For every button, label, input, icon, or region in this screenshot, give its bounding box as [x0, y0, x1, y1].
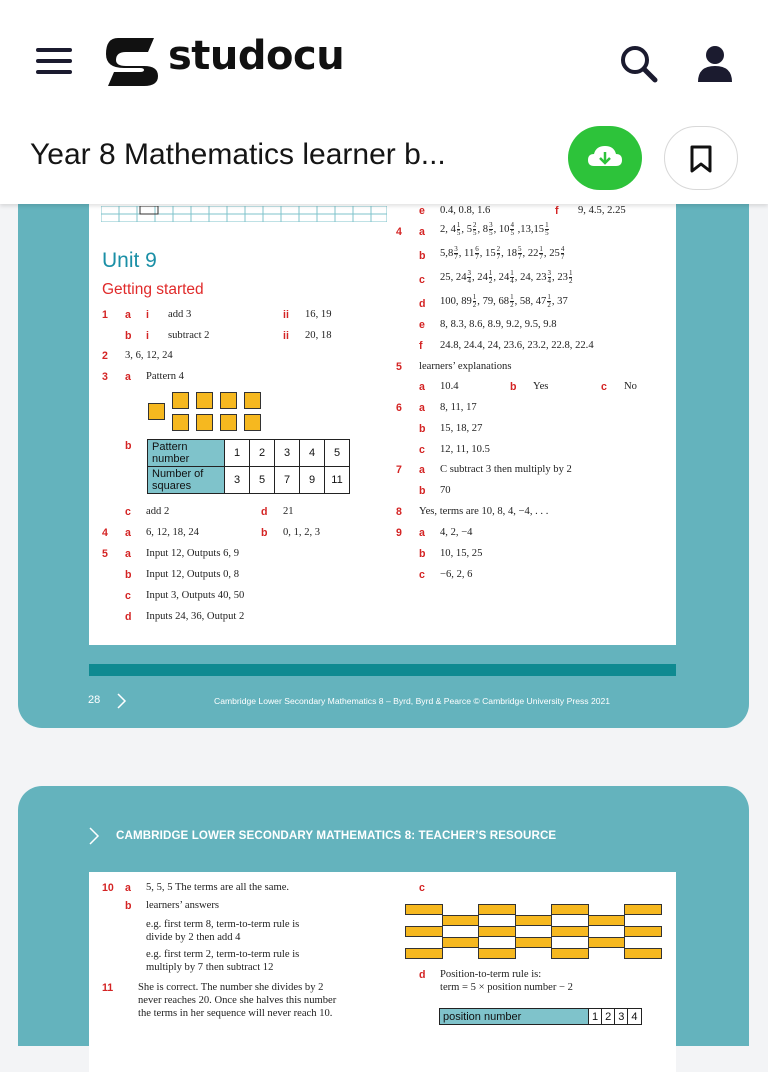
example-text: e.g. first term 2, term-to-term rule is	[146, 949, 300, 960]
part-label: f	[419, 340, 423, 352]
answer-text: the terms in her sequence will never reach 10.	[138, 1008, 333, 1019]
table-cell: 1	[225, 440, 250, 467]
pattern-table	[147, 439, 350, 494]
answer-text: Input 12, Outputs 0, 8	[146, 569, 239, 580]
question-number: 4	[396, 226, 402, 238]
part-label: b	[125, 900, 132, 912]
question-number: 7	[396, 464, 402, 476]
answer-text: Inputs 24, 36, Output 2	[146, 611, 245, 622]
answer-text: 10.4	[440, 381, 459, 392]
document-page-1	[18, 150, 749, 728]
part-label: e	[419, 205, 425, 217]
pattern-brick	[551, 948, 589, 959]
answer-text: Input 3, Outputs 40, 50	[146, 590, 245, 601]
pattern-brick	[588, 937, 625, 948]
answer-text: 100, 89 $\frac{1}{2}$ , 79, 68 $\frac{1}{2}$ , 58, 47 $\frac{1}{2}$ , 37	[440, 293, 568, 309]
table-row	[148, 440, 350, 467]
part-label: a	[125, 309, 131, 321]
sub-part-label: ii	[283, 330, 289, 342]
pattern-square	[220, 414, 237, 431]
question-number: 4	[102, 527, 108, 539]
page-footer-text: Cambridge Lower Secondary Mathematics 8 – Byrd, Byrd & Pearce © Cambridge University Press 2021	[214, 696, 611, 706]
answer-text: 5,8 $\frac{3}{7}$ , 11 $\frac{6}{7}$ , 15 $\frac{2}{7}$ , 18 $\frac{5}{7}$ , 22 $\frac{1}{7}$ , 25 $\frac{4}{7}$	[440, 245, 565, 261]
answer-text: 10, 15, 25	[440, 548, 483, 559]
pattern-square	[196, 414, 213, 431]
question-number: 6	[396, 402, 402, 414]
part-label: a	[419, 381, 425, 393]
question-number: 9	[396, 527, 402, 539]
part-label: e	[419, 319, 425, 331]
pattern-brick	[515, 915, 552, 926]
pattern-brick	[624, 904, 662, 915]
answer-text: 15, 18, 27	[440, 423, 483, 434]
answer-text: 8, 11, 17	[440, 402, 477, 413]
answer-text: No	[624, 381, 637, 392]
question-number: 5	[102, 548, 108, 560]
part-label: c	[419, 882, 425, 894]
answer-text: She is correct. The number she divides by 2	[138, 982, 324, 993]
search-icon[interactable]	[618, 44, 660, 84]
sub-part-label: ii	[283, 309, 289, 321]
answer-text: C subtract 3 then multiply by 2	[440, 464, 572, 475]
table-cell: 3	[275, 440, 300, 467]
answer-text: subtract 2	[168, 330, 210, 341]
part-label: c	[601, 381, 607, 393]
table-cell: 9	[300, 467, 325, 494]
chevron-right-icon	[116, 692, 128, 710]
pattern-brick	[442, 937, 479, 948]
part-label: a	[125, 882, 131, 894]
pattern-brick	[405, 926, 443, 937]
answer-text: 20, 18	[305, 330, 332, 341]
answer-text: 70	[440, 485, 451, 496]
question-number: 5	[396, 361, 402, 373]
page-footer-band	[89, 664, 676, 676]
part-label: c	[419, 274, 425, 286]
page-running-header: CAMBRIDGE LOWER SECONDARY MATHEMATICS 8: TEACHER’S RESOURCE	[116, 829, 557, 842]
part-label: c	[125, 590, 131, 602]
answer-text: 5, 5, 5 The terms are all the same.	[146, 882, 290, 893]
pattern-square	[196, 392, 213, 409]
answer-text: Pattern 4	[146, 371, 184, 382]
answer-text: Input 12, Outputs 6, 9	[146, 548, 239, 559]
download-button[interactable]	[568, 126, 642, 190]
pattern-square	[172, 414, 189, 431]
part-label: d	[125, 611, 132, 623]
table-row	[440, 1009, 642, 1025]
brand-name: studocu	[168, 33, 345, 79]
answer-text: −6, 2, 6	[440, 569, 473, 580]
pattern-square	[220, 392, 237, 409]
app-header	[0, 0, 768, 204]
part-label: b	[261, 527, 268, 539]
pattern-brick	[478, 948, 516, 959]
page-content	[89, 872, 676, 1072]
pattern-brick	[405, 904, 443, 915]
answer-text: add 3	[168, 309, 192, 320]
answer-text: 25, 24 $\frac{3}{4}$ , 24 $\frac{1}{2}$ , 24 $\frac{1}{4}$ , 24, 23 $\frac{3}{4}$ , 23 $\frac{1}{2}$	[440, 269, 573, 285]
part-label: b	[510, 381, 517, 393]
answer-text: 3, 6, 12, 24	[125, 350, 173, 361]
position-table	[439, 1008, 642, 1025]
answer-text: never reaches 20. Once she halves this number	[138, 995, 337, 1006]
answer-text: 16, 19	[305, 309, 332, 320]
part-label: b	[125, 569, 132, 581]
answer-text: add 2	[146, 506, 170, 517]
answer-text: 9, 4.5, 2.25	[578, 205, 626, 216]
question-number: 1	[102, 309, 108, 321]
part-label: b	[419, 548, 426, 560]
part-label: b	[419, 250, 426, 262]
document-title: Year 8 Mathematics learner b...	[30, 138, 446, 171]
part-label: b	[419, 423, 426, 435]
answer-text: learners’ explanations	[419, 361, 512, 372]
part-label: a	[419, 226, 425, 238]
pattern-brick	[551, 926, 589, 937]
example-text: multiply by 7 then subtract 12	[146, 962, 274, 973]
answer-text: 8, 8.3, 8.6, 8.9, 9.2, 9.5, 9.8	[440, 319, 557, 330]
answer-text: term = 5 × position number − 2	[440, 982, 573, 993]
sub-part-label: i	[146, 330, 149, 342]
part-label: c	[419, 444, 425, 456]
studocu-logo-mark-icon	[104, 36, 162, 88]
pattern-brick	[551, 904, 589, 915]
part-label: c	[419, 569, 425, 581]
pattern-square	[244, 414, 261, 431]
answer-text: 4, 2, −4	[440, 527, 473, 538]
table-cell: 5	[250, 467, 275, 494]
table-cell: 11	[325, 467, 350, 494]
question-number: 8	[396, 506, 402, 518]
part-label: c	[125, 506, 131, 518]
answer-text: Yes, terms are 10, 8, 4, −4, . . .	[419, 506, 549, 517]
table-header: Number of squares	[148, 467, 225, 494]
answer-text: 2, 4 $\frac{1}{5}$ , 5 $\frac{2}{5}$ , 8 $\frac{3}{5}$ , 10 $\frac{4}{5}$ ,13,15 $\frac{1}{5}$	[440, 221, 549, 237]
answer-text: 6, 12, 18, 24	[146, 527, 199, 538]
answer-text: Position-to-term rule is:	[440, 969, 542, 980]
part-label: d	[419, 969, 426, 981]
pattern-brick	[442, 915, 479, 926]
pattern-brick	[624, 948, 662, 959]
part-label: a	[419, 464, 425, 476]
example-text: e.g. first term 8, term-to-term rule is	[146, 919, 300, 930]
page-number: 28	[88, 694, 101, 706]
answer-text: 21	[283, 506, 294, 517]
part-label: a	[419, 402, 425, 414]
user-icon[interactable]	[694, 44, 736, 84]
table-header: Pattern number	[148, 440, 225, 467]
table-row	[148, 467, 350, 494]
answer-text: Yes	[533, 381, 549, 392]
pattern-brick	[478, 926, 516, 937]
page-content	[89, 150, 676, 645]
table-header: position number	[440, 1009, 589, 1025]
part-label: b	[419, 485, 426, 497]
pattern-square	[148, 403, 165, 420]
part-label: f	[555, 205, 559, 217]
table-cell: 1	[589, 1009, 602, 1025]
answer-text: 0, 1, 2, 3	[283, 527, 321, 538]
table-cell: 5	[325, 440, 350, 467]
answer-text: 0.4, 0.8, 1.6	[440, 205, 491, 216]
menu-icon[interactable]	[36, 48, 72, 78]
part-label: a	[125, 527, 131, 539]
part-label: a	[125, 371, 131, 383]
sub-part-label: i	[146, 309, 149, 321]
question-number: 2	[102, 350, 108, 362]
table-cell: 4	[300, 440, 325, 467]
document-page-2	[18, 786, 749, 1046]
question-number: 3	[102, 371, 108, 383]
pattern-brick	[478, 904, 516, 915]
pattern-square	[244, 392, 261, 409]
table-cell: 3	[615, 1009, 628, 1025]
bookmark-button[interactable]	[664, 126, 738, 190]
unit-title: Unit 9	[102, 249, 157, 272]
table-cell: 7	[275, 467, 300, 494]
pattern-brick	[515, 937, 552, 948]
answer-text: learners’ answers	[146, 900, 220, 911]
table-cell: 2	[602, 1009, 615, 1025]
bookmark-icon	[665, 127, 737, 189]
question-number: 10	[102, 882, 114, 894]
pattern-brick	[588, 915, 625, 926]
answer-text: 12, 11, 10.5	[440, 444, 490, 455]
part-label: d	[261, 506, 268, 518]
pattern-square	[172, 392, 189, 409]
table-cell: 3	[225, 467, 250, 494]
pattern-brick	[405, 948, 443, 959]
part-label: a	[419, 527, 425, 539]
section-title: Getting started	[102, 281, 204, 298]
example-text: divide by 2 then add 4	[146, 932, 241, 943]
part-label: a	[125, 548, 131, 560]
question-number: 11	[102, 982, 114, 994]
grid-figure	[101, 206, 387, 222]
table-cell: 4	[628, 1009, 641, 1025]
pattern-brick	[624, 926, 662, 937]
part-label: b	[125, 440, 132, 452]
part-label: d	[419, 298, 426, 310]
part-label: b	[125, 330, 132, 342]
cloud-download-icon	[568, 126, 642, 190]
chevron-right-icon	[88, 826, 100, 846]
answer-text: 24.8, 24.4, 24, 23.6, 23.2, 22.8, 22.4	[440, 340, 594, 351]
table-cell: 2	[250, 440, 275, 467]
